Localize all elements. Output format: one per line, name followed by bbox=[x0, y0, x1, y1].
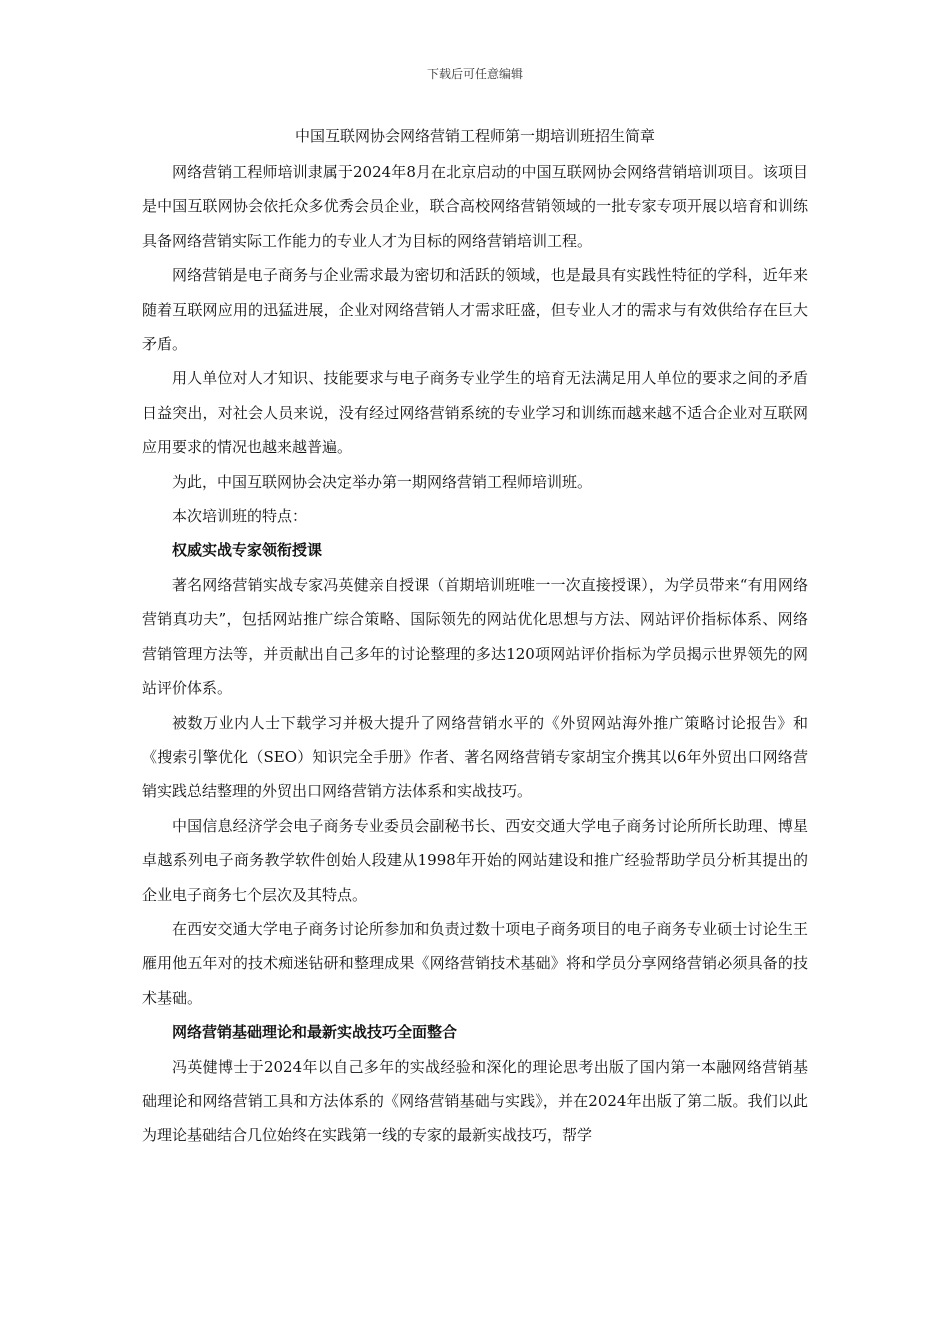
paragraph: 被数万业内人士下载学习并极大提升了网络营销水平的《外贸网站海外推广策略讨论报告》和《搜索引擎优化（SEO）知识完全手册》作者、著名网络营销专家胡宝介携其以6年外贸出口网络营销实践总结整理的外贸出口网络营销方法体系和实战技巧。 bbox=[142, 713, 808, 801]
paragraph: 用人单位对人才知识、技能要求与电子商务专业学生的培育无法满足用人单位的要求之间的矛盾日益突出，对社会人员来说，没有经过网络营销系统的专业学习和训练而越来越不适合企业对互联网应用要求的情况也越来越普遍。 bbox=[142, 369, 808, 457]
paragraph: 为此，中国互联网协会决定举办第一期网络营销工程师培训班。 bbox=[172, 472, 593, 491]
section-heading: 权威实战专家领衔授课 bbox=[172, 541, 323, 560]
paragraph: 网络营销是电子商务与企业需求最为密切和活跃的领域，也是最具有实践性特征的学科，近年来随着互联网应用的迅猛进展，企业对网络营销人才需求旺盛，但专业人才的需求与有效供给存在巨大矛盾。 bbox=[142, 266, 808, 354]
document-body bbox=[142, 155, 808, 1153]
header-note: 下载后可任意编辑 bbox=[426, 67, 523, 81]
paragraph: 网络营销工程师培训隶属于2024年8月在北京启动的中国互联网协会网络营销培训项目。该项目是中国互联网协会依托众多优秀会员企业，联合高校网络营销领域的一批专家专项开展以培育和训练具备网络营销实际工作能力的专业人才为目标的网络营销培训工程。 bbox=[142, 163, 808, 250]
paragraph: 本次培训班的特点： bbox=[172, 507, 308, 526]
paragraph: 著名网络营销实战专家冯英健亲自授课（首期培训班唯一一次直接授课），为学员带来“有用网络营销真功夫”，包括网站推广综合策略、国际领先的网站优化思想与方法、网站评价指标体系、网络营销管理方法等，并贡献出自己多年的讨论整理的多达120项网站评价指标为学员揭示世界领先的网站评价体系。 bbox=[142, 575, 808, 698]
paragraph: 中国信息经济学会电子商务专业委员会副秘书长、西安交通大学电子商务讨论所所长助理、博星卓越系列电子商务教学软件创始人段建从1998年开始的网站建设和推广经验帮助学员分析其提出的企业电子商务七个层次及其特点。 bbox=[142, 816, 808, 904]
section-heading: 网络营销基础理论和最新实战技巧全面整合 bbox=[172, 1023, 458, 1042]
document-title: 中国互联网协会网络营销工程师第一期培训班招生简章 bbox=[294, 127, 655, 145]
paragraph: 在西安交通大学电子商务讨论所参加和负责过数十项电子商务项目的电子商务专业硕士讨论生王雁用他五年对的技术痴迷钻研和整理成果《网络营销技术基础》将和学员分享网络营销必须具备的技术基础。 bbox=[142, 919, 808, 1007]
paragraph: 冯英健博士于2024年以自己多年的实战经验和深化的理论思考出版了国内第一本融网络营销基础理论和网络营销工具和方法体系的《网络营销基础与实践》，并在2024年出版了第二版。我们以此为理论基础结合几位始终在实践第一线的专家的最新实战技巧，帮学 bbox=[142, 1057, 808, 1145]
